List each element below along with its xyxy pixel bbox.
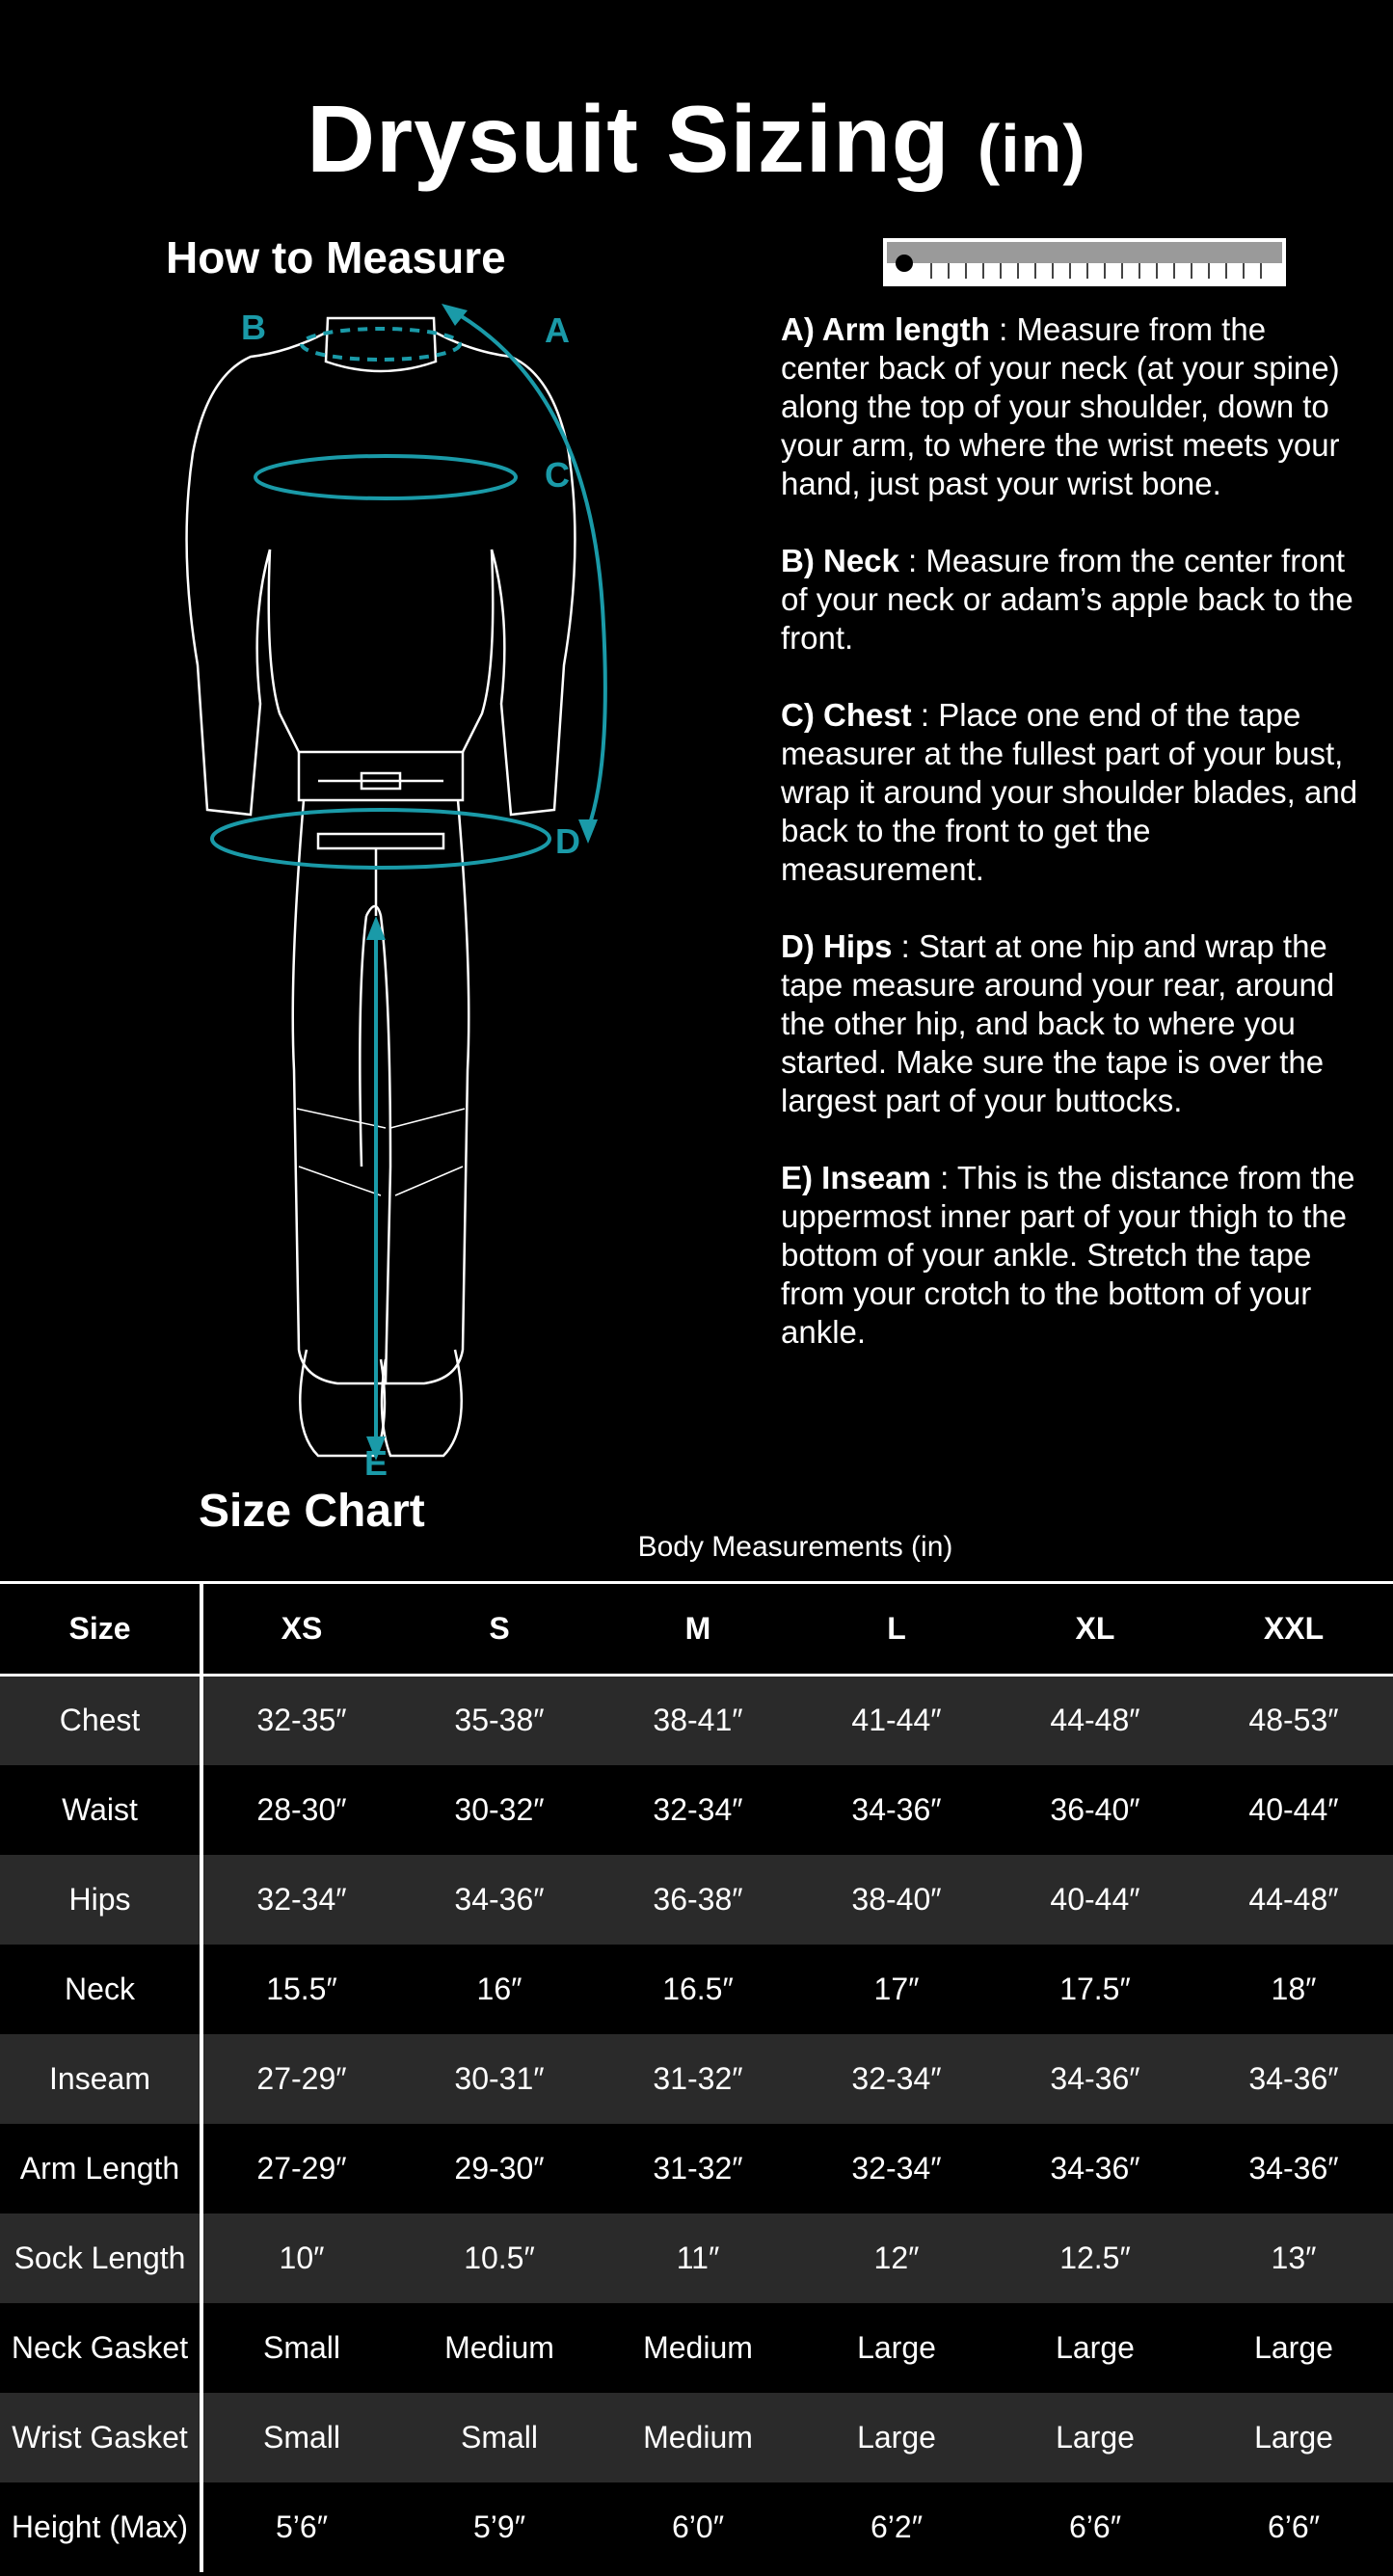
table-cell: 40-44″ bbox=[1050, 1881, 1140, 1917]
table-cell: 34-36″ bbox=[1050, 2150, 1140, 2186]
table-row bbox=[0, 1676, 1393, 1765]
table-cell: Large bbox=[1254, 2329, 1333, 2365]
table-header-cell: XXL bbox=[1263, 1611, 1325, 1646]
table-cell: 17″ bbox=[873, 1971, 920, 2006]
table-cell: Large bbox=[1254, 2419, 1333, 2455]
table-cell: 13″ bbox=[1271, 2240, 1317, 2275]
table-cell: 48-53″ bbox=[1248, 1703, 1339, 1738]
page-title: Drysuit Sizing (in) bbox=[307, 86, 1086, 192]
table-cell: 11″ bbox=[676, 2240, 720, 2275]
table-cell: 44-48″ bbox=[1050, 1703, 1140, 1738]
instruction-text: : Measure from the center back of your neck (at your spine) along the top of your shoulder, down to your arm, to where the wrist meets your hand, just past your wrist bone. bbox=[781, 311, 1340, 501]
table-cell: 40-44″ bbox=[1248, 1791, 1339, 1827]
table-row bbox=[0, 1855, 1393, 1945]
table-cell: 5’9″ bbox=[472, 2509, 526, 2544]
instruction-label: A) Arm length bbox=[781, 311, 990, 347]
table-cell: 6’0″ bbox=[671, 2509, 725, 2544]
table-header-row bbox=[0, 1583, 1393, 1676]
table-cell: Small bbox=[262, 2419, 340, 2455]
table-cell: 6’6″ bbox=[1068, 2509, 1122, 2544]
table-cell: 44-48″ bbox=[1248, 1881, 1339, 1917]
label-d: D bbox=[555, 821, 580, 861]
table-header-cell: M bbox=[684, 1611, 711, 1646]
size-chart-table bbox=[0, 1581, 1393, 2572]
table-cell: 30-32″ bbox=[454, 1791, 545, 1827]
table-cell: 34-36″ bbox=[851, 1791, 942, 1827]
row-label: Arm Length bbox=[0, 2124, 201, 2214]
table-cell: 29-30″ bbox=[454, 2150, 545, 2186]
table-row bbox=[0, 2034, 1393, 2124]
instruction-text: : Measure from the center front of your neck or adam’s apple back to the front. bbox=[781, 543, 1353, 656]
table-cell: 6’2″ bbox=[870, 2509, 924, 2544]
table-header-cell: XL bbox=[1075, 1611, 1115, 1646]
instruction-label: E) Inseam bbox=[781, 1160, 931, 1195]
table-cell: 34-36″ bbox=[1248, 2060, 1339, 2096]
table-cell: 34-36″ bbox=[454, 1881, 545, 1917]
table-cell: Large bbox=[1056, 2419, 1135, 2455]
row-label: Height (Max) bbox=[0, 2482, 201, 2572]
label-e: E bbox=[364, 1443, 388, 1483]
table-header-cell: S bbox=[489, 1611, 510, 1646]
row-label: Hips bbox=[0, 1855, 201, 1945]
table-cell: 31-32″ bbox=[653, 2060, 743, 2096]
table-cell: 36-38″ bbox=[653, 1881, 743, 1917]
table-cell: 10″ bbox=[279, 2240, 325, 2275]
table-row bbox=[0, 2393, 1393, 2482]
table-cell: 17.5″ bbox=[1059, 1971, 1131, 2006]
table-cell: 12″ bbox=[873, 2240, 920, 2275]
label-c: C bbox=[545, 455, 570, 495]
instruction-text: : This is the distance from the uppermost inner part of your thigh to the bottom of your ankle. Stretch the tape from your crotch to the bottom of your ankle. bbox=[781, 1160, 1355, 1350]
table-header-cell: L bbox=[887, 1611, 906, 1646]
table-cell: 32-34″ bbox=[851, 2060, 942, 2096]
row-label: Inseam bbox=[0, 2034, 201, 2124]
instruction-item bbox=[781, 927, 1359, 1120]
instruction-text: : Place one end of the tape measurer at the fullest part of your bust, wrap it around your shoulder blades, and back to the front to get the measurement. bbox=[781, 697, 1358, 887]
label-a: A bbox=[545, 310, 570, 350]
instruction-label: B) Neck bbox=[781, 543, 899, 578]
table-cell: 31-32″ bbox=[653, 2150, 743, 2186]
row-label: Chest bbox=[0, 1676, 201, 1765]
body-measurements-label: Body Measurements (in) bbox=[637, 1531, 953, 1563]
table-cell: Small bbox=[460, 2419, 538, 2455]
table-cell: 10.5″ bbox=[464, 2240, 535, 2275]
table-cell: 38-41″ bbox=[653, 1703, 743, 1738]
table-cell: 32-35″ bbox=[256, 1703, 347, 1738]
how-to-measure-heading: How to Measure bbox=[166, 232, 506, 282]
table-cell: 35-38″ bbox=[454, 1703, 545, 1738]
instruction-label: C) Chest bbox=[781, 697, 912, 733]
table-cell: 38-40″ bbox=[851, 1881, 942, 1917]
table-cell: Large bbox=[1056, 2329, 1135, 2365]
table-row bbox=[0, 1945, 1393, 2034]
table-cell: 6’6″ bbox=[1267, 2509, 1321, 2544]
table-cell: Large bbox=[857, 2419, 936, 2455]
table-cell: 18″ bbox=[1271, 1971, 1317, 2006]
instruction-item bbox=[781, 542, 1359, 657]
table-cell: 15.5″ bbox=[266, 1971, 337, 2006]
table-cell: 27-29″ bbox=[256, 2060, 347, 2096]
table-cell: 28-30″ bbox=[256, 1791, 347, 1827]
instruction-label: D) Hips bbox=[781, 928, 893, 964]
table-cell: 5’6″ bbox=[275, 2509, 329, 2544]
table-cell: 32-34″ bbox=[256, 1881, 347, 1917]
table-cell: 16″ bbox=[476, 1971, 522, 2006]
table-row bbox=[0, 2214, 1393, 2303]
table-cell: 27-29″ bbox=[256, 2150, 347, 2186]
row-label: Neck Gasket bbox=[0, 2303, 201, 2393]
table-row bbox=[0, 2124, 1393, 2214]
size-chart-heading: Size Chart bbox=[199, 1486, 425, 1537]
table-cell: 34-36″ bbox=[1248, 2150, 1339, 2186]
label-b: B bbox=[241, 308, 266, 347]
instruction-item bbox=[781, 696, 1359, 889]
table-row bbox=[0, 2482, 1393, 2572]
table-cell: 16.5″ bbox=[662, 1971, 734, 2006]
table-cell: Small bbox=[262, 2329, 340, 2365]
table-header-cell: XS bbox=[281, 1611, 323, 1646]
table-cell: 32-34″ bbox=[653, 1791, 743, 1827]
table-cell: Medium bbox=[643, 2419, 753, 2455]
instruction-item bbox=[781, 310, 1359, 503]
table-cell: 34-36″ bbox=[1050, 2060, 1140, 2096]
row-label: Wrist Gasket bbox=[0, 2393, 201, 2482]
tape-measure-icon bbox=[883, 238, 1286, 286]
row-label: Neck bbox=[0, 1945, 201, 2034]
table-cell: 30-31″ bbox=[454, 2060, 545, 2096]
instruction-text: : Start at one hip and wrap the tape measure around your rear, around the other hip, and back to where you started. Make sure the tape is over the largest part of your buttocks. bbox=[781, 928, 1335, 1118]
table-cell: 12.5″ bbox=[1059, 2240, 1131, 2275]
table-row bbox=[0, 2303, 1393, 2393]
table-cell: 32-34″ bbox=[851, 2150, 942, 2186]
instruction-item bbox=[781, 1159, 1359, 1352]
drysuit-diagram bbox=[183, 299, 723, 1485]
table-cell: 36-40″ bbox=[1050, 1791, 1140, 1827]
table-cell: Medium bbox=[444, 2329, 554, 2365]
table-row bbox=[0, 1765, 1393, 1855]
instructions bbox=[781, 310, 1359, 1390]
row-label: Waist bbox=[0, 1765, 201, 1855]
table-header-cell: Size bbox=[0, 1583, 201, 1676]
table-cell: Large bbox=[857, 2329, 936, 2365]
table-cell: 41-44″ bbox=[851, 1703, 942, 1738]
row-label: Sock Length bbox=[0, 2214, 201, 2303]
table-cell: Medium bbox=[643, 2329, 753, 2365]
